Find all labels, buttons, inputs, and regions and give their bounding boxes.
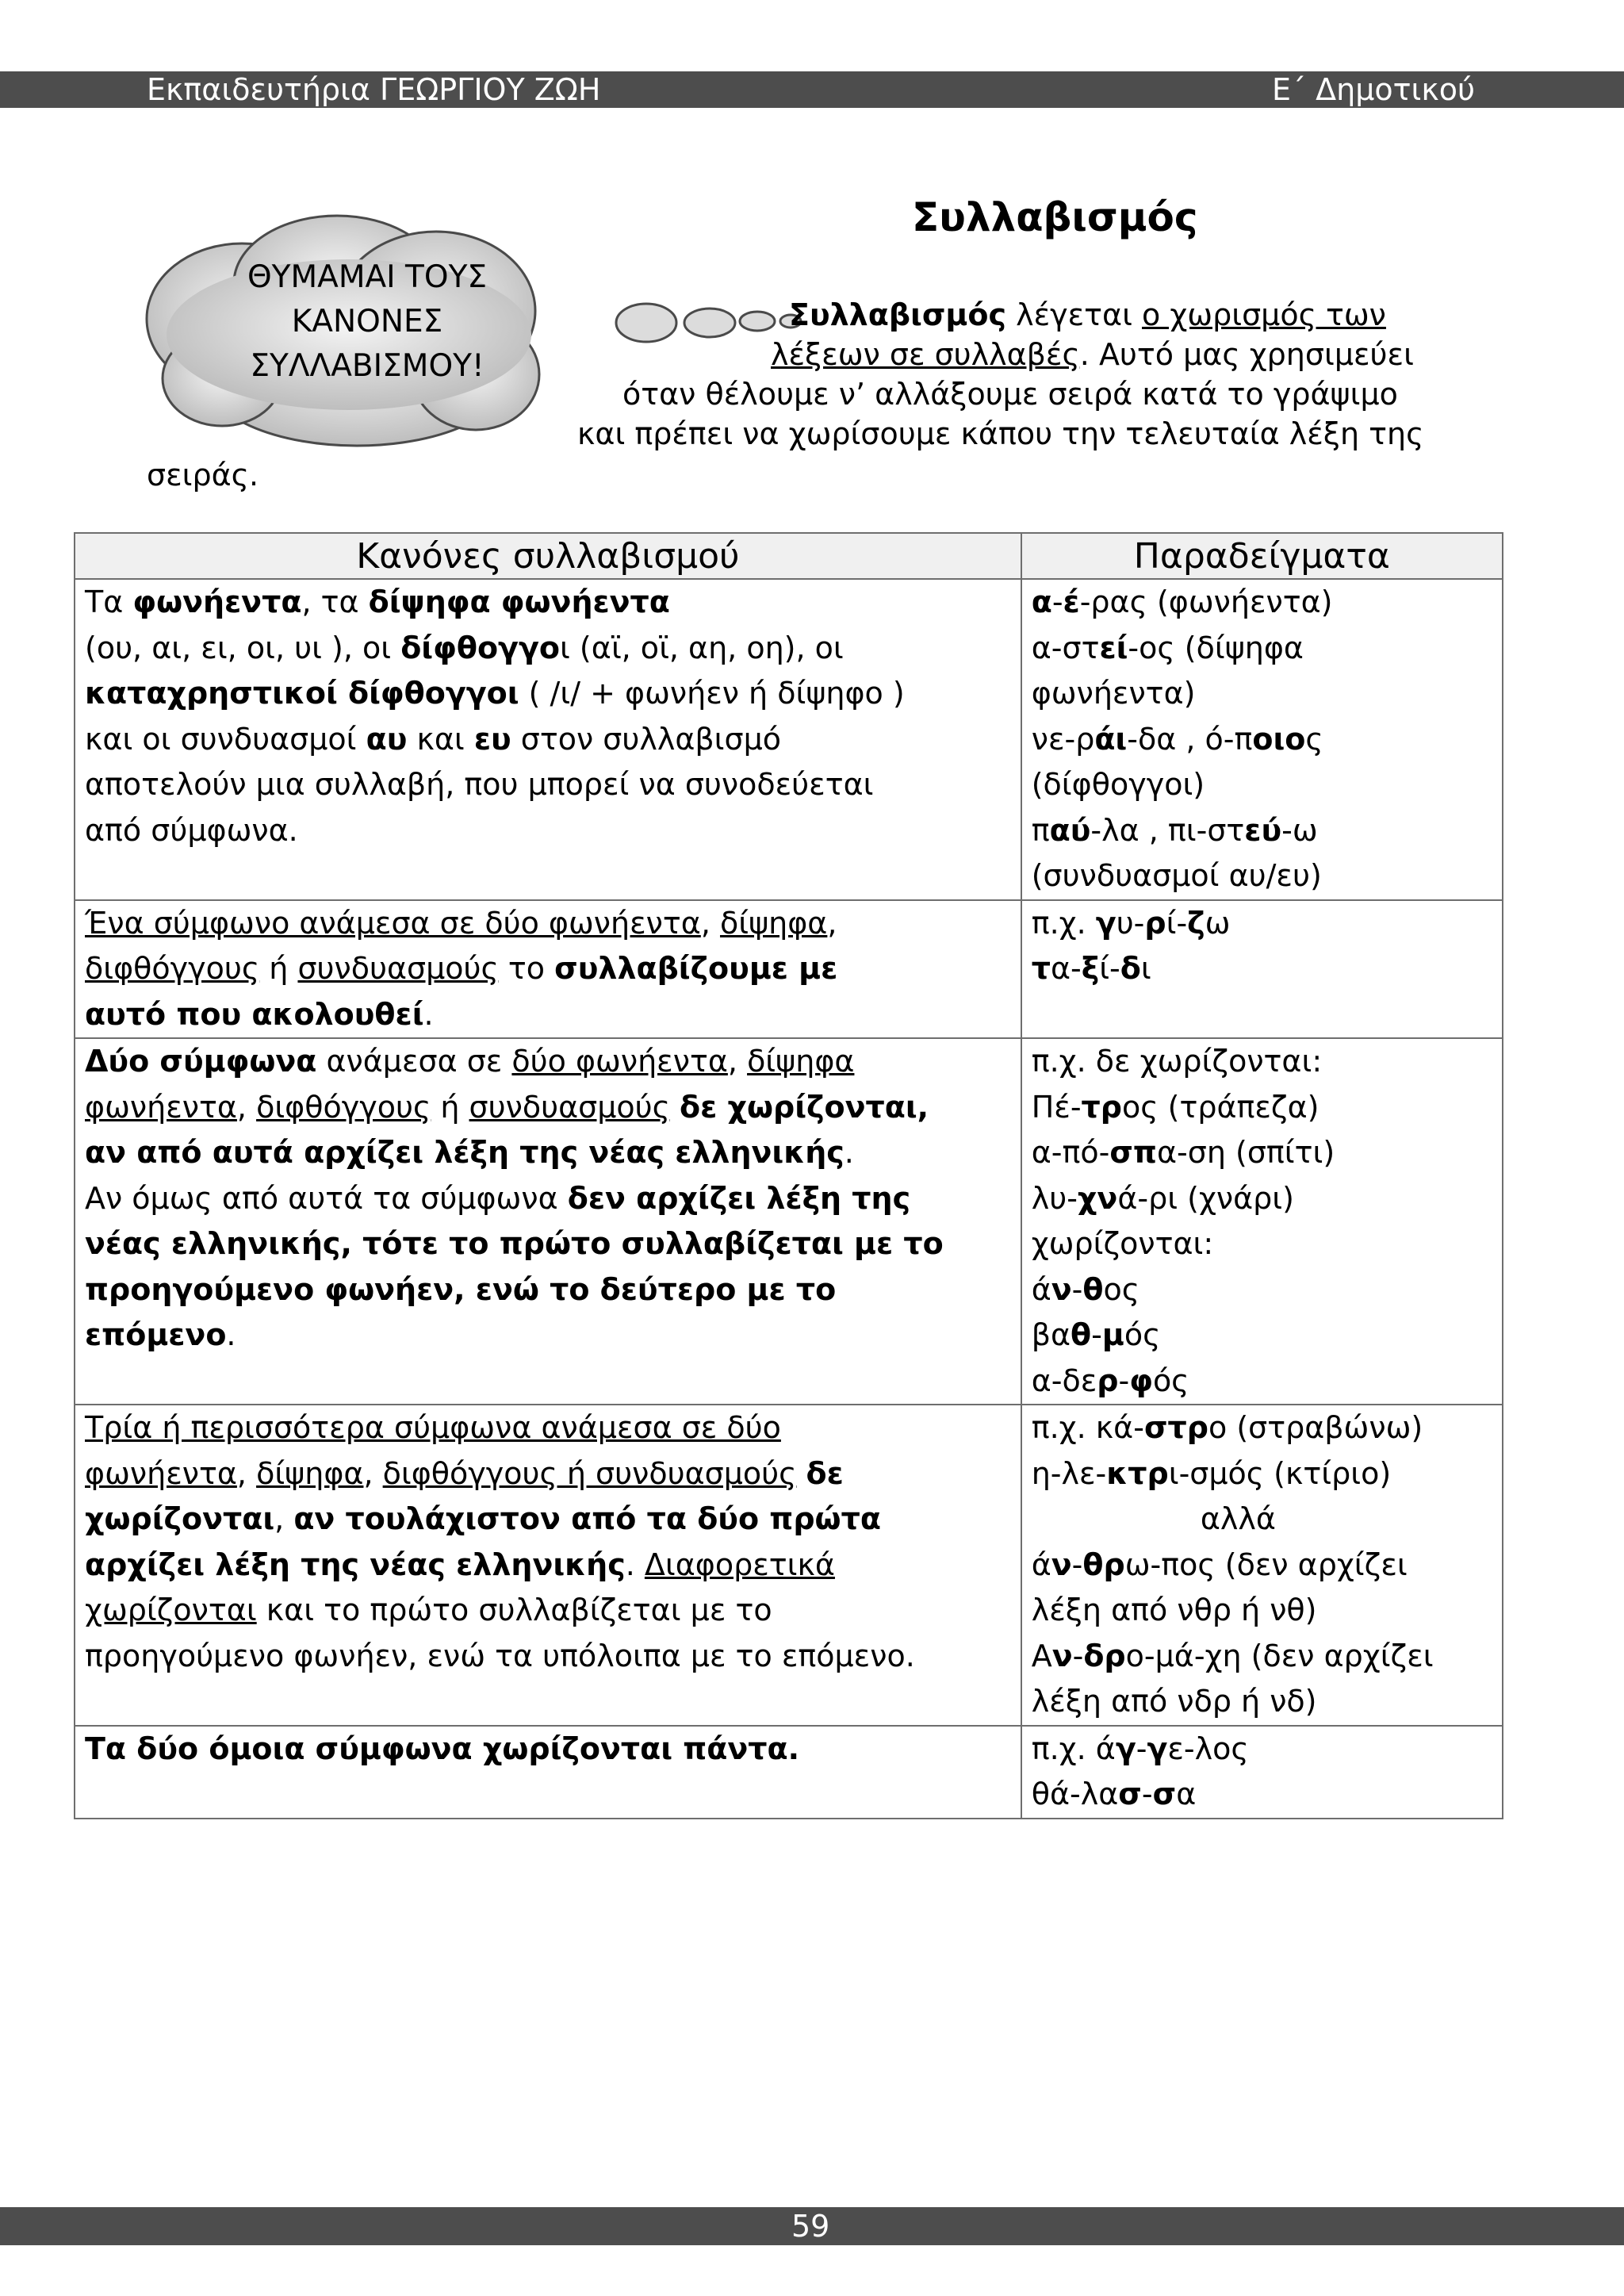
rule-line — [85, 901, 1011, 947]
rule-text: , — [236, 1455, 257, 1491]
example-text: - — [1051, 585, 1063, 619]
rule-text: αυ — [366, 721, 408, 757]
table-header-row — [75, 533, 1503, 579]
example-cell — [1021, 900, 1503, 1039]
example-text: γ — [1147, 1731, 1168, 1766]
cloud-text — [205, 255, 530, 389]
example-line — [1032, 626, 1492, 672]
rule-text: αρχίζει λέξη της νέας ελληνικής — [85, 1547, 626, 1582]
example-text: αύ — [1049, 812, 1091, 848]
intro-definition: ο χωρισμός των — [1142, 297, 1386, 332]
example-text: -λα , πι-στ — [1090, 812, 1245, 848]
examples-header: Παραδείγματα — [1021, 533, 1503, 579]
example-text: εύ — [1244, 812, 1282, 848]
example-line — [1032, 1130, 1492, 1176]
example-line — [1032, 808, 1492, 854]
example-text: ζ — [1187, 905, 1205, 941]
rule-text: το — [498, 951, 555, 986]
rule-text: ι (αϊ, οϊ, αη, οη), οι — [559, 630, 844, 665]
example-text: ός — [1152, 1363, 1189, 1398]
intro-line-4: και πρέπει να χωρίσουμε κάπου την τελευταία λέξη της — [577, 416, 1424, 451]
example-line — [1032, 1679, 1492, 1725]
rule-text: Τα δύο όμοια σύμφωνα χωρίζονται πάντα. — [85, 1731, 800, 1766]
example-text: φ — [1129, 1363, 1153, 1398]
example-line — [1032, 717, 1492, 763]
intro-line-1 — [789, 295, 1386, 335]
intro-definition: λέξεων σε συλλαβές — [771, 337, 1080, 372]
example-line — [1032, 580, 1492, 626]
example-text: θ — [1082, 1271, 1104, 1307]
example-line — [1032, 1405, 1492, 1451]
example-text: ς — [1305, 721, 1323, 757]
rule-line — [85, 992, 1011, 1038]
example-text: εί — [1099, 630, 1128, 665]
rule-text: . — [844, 1135, 854, 1170]
syllabification-table — [74, 532, 1503, 1819]
rule-text: προηγούμενο φωνήεν, ενώ το δεύτερο με το — [85, 1271, 837, 1307]
rule-line — [85, 1130, 1011, 1176]
rule-line — [85, 1543, 1011, 1589]
intro-term: Συλλαβισμός — [789, 297, 1007, 332]
example-text: α- — [1050, 951, 1082, 986]
rule-cell — [75, 579, 1021, 900]
rule-text: δεν αρχίζει λέξη της — [567, 1180, 911, 1216]
example-text: ί- — [1099, 951, 1120, 986]
header-bar — [0, 71, 1624, 108]
rule-text: δε — [806, 1455, 844, 1491]
rule-text: δίψηφα — [256, 1455, 364, 1491]
example-text: οιο — [1252, 721, 1306, 757]
rule-text: Αν όμως από αυτά τα σύμφωνα — [85, 1180, 568, 1216]
example-text: - — [1071, 1547, 1083, 1582]
example-text: ο-μά-χη (δεν αρχίζει — [1125, 1638, 1434, 1673]
rule-line — [85, 717, 1011, 763]
example-text: ω-πος (δεν αρχίζει — [1124, 1547, 1408, 1582]
example-line — [1032, 762, 1492, 808]
example-line — [1032, 1039, 1492, 1085]
rule-line — [85, 1727, 1011, 1773]
example-text: ο (στραβώνω) — [1208, 1410, 1423, 1445]
example-text: ος — [1103, 1271, 1140, 1307]
rule-text: συνδυασμούς — [297, 951, 499, 986]
intro-text: λέγεται — [1006, 297, 1143, 332]
example-text: α-δε — [1031, 1363, 1097, 1398]
example-text: ν — [1051, 1547, 1072, 1582]
example-line — [1032, 1543, 1492, 1589]
example-text: κτρ — [1106, 1455, 1169, 1491]
table-row — [75, 579, 1503, 900]
rule-text: , — [727, 1044, 748, 1079]
example-text: ν — [1051, 1271, 1072, 1307]
example-text: -ω — [1281, 812, 1318, 848]
rule-text: διφθόγγους ή συνδυασμούς — [382, 1455, 797, 1491]
rule-line — [85, 580, 1011, 626]
rule-text: φωνήεντα — [85, 1455, 237, 1491]
example-text: τρ — [1081, 1089, 1122, 1125]
example-text: - — [1118, 1363, 1130, 1398]
example-line — [1032, 1451, 1492, 1497]
example-text: άι — [1094, 721, 1128, 757]
example-text: Πέ- — [1031, 1089, 1082, 1125]
rule-line — [85, 946, 1011, 992]
rule-text: και το πρώτο συλλαβίζεται με το — [256, 1593, 772, 1627]
example-text: χν — [1077, 1180, 1118, 1216]
rule-text: αποτελούν μια συλλαβή, που μπορεί να συνοδεύεται — [85, 767, 874, 802]
example-text: ξ — [1081, 951, 1100, 986]
rule-text: . — [423, 996, 434, 1032]
rule-text: αν τουλάχιστον από τα δύο πρώτα — [293, 1501, 881, 1536]
cloud-line: ΘΥΜΑΜΑΙ ΤΟΥΣ — [247, 259, 488, 295]
rule-text — [796, 1456, 806, 1491]
example-text: νε-ρ — [1031, 721, 1095, 757]
rule-text: δίψηφα — [719, 905, 828, 941]
rule-line — [85, 1405, 1011, 1451]
example-text: χωρίζονται: — [1031, 1226, 1214, 1261]
example-line — [1032, 671, 1492, 717]
rule-text: φωνήεντα — [85, 1089, 237, 1125]
example-text: - — [1072, 1638, 1084, 1673]
example-text: σπ — [1109, 1135, 1157, 1170]
rule-cell — [75, 900, 1021, 1039]
intro-line-3: όταν θέλουμε ν’ αλλάξουμε σειρά κατά το γράψιμο — [622, 377, 1398, 412]
rule-line — [85, 1085, 1011, 1131]
rule-cell — [75, 1726, 1021, 1819]
example-text: π — [1031, 812, 1050, 848]
example-text: σ — [1152, 1777, 1177, 1811]
rule-text: Ένα σύμφωνο ανάμεσα σε δύο φωνήεντα — [85, 905, 701, 941]
grade-label: Ε΄ Δημοτικού — [1272, 72, 1475, 107]
example-text: ός — [1124, 1317, 1161, 1352]
page-number: 59 — [791, 2209, 830, 2244]
rule-text — [670, 1090, 680, 1125]
example-text: ί- — [1166, 905, 1188, 941]
rule-text: δίψηφα — [747, 1044, 855, 1079]
table-row — [75, 1405, 1503, 1726]
example-text: α-ση (σπίτι) — [1156, 1135, 1335, 1170]
rule-text: , — [236, 1089, 257, 1125]
example-line — [1032, 1085, 1492, 1131]
example-text: (δίφθογγοι) — [1031, 767, 1205, 802]
cloud-line: ΣΥΛΛΑΒΙΣΜΟΥ! — [250, 348, 485, 384]
example-line — [1032, 901, 1492, 947]
rule-text: Διαφορετικά — [644, 1547, 835, 1582]
example-text: υ- — [1116, 905, 1145, 941]
rule-line — [85, 808, 1011, 854]
rule-text: , — [363, 1455, 383, 1491]
example-text: ά — [1031, 1271, 1051, 1307]
example-line — [1032, 1588, 1492, 1634]
page-title: Συλλαβισμός — [912, 194, 1198, 240]
school-name: Εκπαιδευτήρια ΓΕΩΡΓΙΟΥ ΖΩΗ — [147, 72, 601, 107]
example-text: α-στ — [1031, 630, 1100, 665]
rules-header: Κανόνες συλλαβισμού — [75, 533, 1021, 579]
rule-text: ανάμεσα σε — [316, 1044, 512, 1079]
rule-line — [85, 1176, 1011, 1222]
example-text: γ — [1095, 905, 1116, 941]
rule-text: , — [700, 905, 720, 941]
example-text: έ — [1063, 585, 1080, 619]
rule-line — [85, 762, 1011, 808]
example-text: η-λε- — [1031, 1455, 1107, 1491]
intro-line-2 — [771, 335, 1414, 374]
example-text: - — [1071, 1271, 1083, 1307]
rule-text: δε χωρίζονται, — [680, 1089, 929, 1125]
example-text: τ — [1031, 951, 1051, 986]
example-text: λυ- — [1031, 1180, 1078, 1216]
rule-text: και οι συνδυασμοί — [85, 721, 366, 757]
example-text: ε-λος — [1167, 1731, 1249, 1766]
rule-text: Τρία ή περισσότερα σύμφωνα ανάμεσα σε δύο — [85, 1410, 781, 1445]
rule-text: καταχρηστικοί δίφθογγοι — [85, 676, 519, 711]
example-text: -δα , ό-π — [1127, 721, 1253, 757]
rule-text: δίφθογγο — [400, 630, 560, 665]
example-text: ρ — [1097, 1363, 1119, 1398]
example-text: δ — [1120, 951, 1141, 986]
example-text: ά — [1031, 1547, 1051, 1582]
rule-cell — [75, 1405, 1021, 1726]
rule-text: Δύο σύμφωνα — [85, 1044, 317, 1079]
example-line — [1032, 1313, 1492, 1359]
rule-text: χωρίζονται — [85, 1593, 257, 1627]
example-text: φωνήεντα) — [1031, 676, 1196, 711]
example-text: ι — [1140, 951, 1151, 986]
example-line — [1032, 1359, 1492, 1405]
rule-text: , τα — [301, 585, 369, 619]
example-text: ρ — [1144, 905, 1166, 941]
example-text: π.χ. ά — [1031, 1731, 1116, 1766]
example-text: α — [1031, 585, 1052, 619]
rule-text: , — [827, 905, 837, 941]
rule-text: ή — [431, 1089, 469, 1125]
example-text: -ος (δίψηφα — [1128, 630, 1304, 665]
example-text: - — [1091, 1317, 1102, 1352]
rule-text: δύο φωνήεντα — [511, 1044, 728, 1079]
example-line — [1032, 1221, 1492, 1267]
example-line — [1032, 1772, 1492, 1818]
rule-text: συνδυασμούς — [469, 1089, 670, 1125]
example-cell — [1021, 1038, 1503, 1405]
rule-text: από σύμφωνα. — [85, 812, 298, 848]
footer-bar — [0, 2207, 1624, 2245]
example-text: Α — [1031, 1638, 1052, 1673]
rule-line — [85, 1451, 1011, 1497]
rule-text: (ου, αι, ει, οι, υι ), οι — [85, 630, 401, 665]
example-text: - — [1136, 1731, 1147, 1766]
rule-text: και — [407, 721, 474, 757]
rule-text: ( /ι/ + φωνήεν ή δίψηφο ) — [519, 676, 905, 711]
rule-text: χωρίζονται — [85, 1501, 275, 1536]
example-text: λέξη από νθρ ή νθ) — [1031, 1593, 1317, 1627]
rule-text: αν από αυτά αρχίζει λέξη της νέας ελληνικής — [85, 1135, 845, 1170]
example-cell — [1021, 1726, 1503, 1819]
example-line — [1032, 1727, 1492, 1773]
intro-line-5: σειράς. — [147, 458, 259, 493]
example-cell — [1021, 1405, 1503, 1726]
example-line — [1032, 1634, 1492, 1680]
rule-text: , — [274, 1501, 294, 1536]
example-text: μ — [1101, 1317, 1124, 1352]
example-text: - — [1141, 1777, 1153, 1811]
example-text: ά-ρι (χνάρι) — [1117, 1180, 1294, 1216]
example-text: α — [1176, 1777, 1197, 1811]
example-text: γ — [1115, 1731, 1136, 1766]
rule-cell — [75, 1038, 1021, 1405]
cloud-line: ΚΑΝΟΝΕΣ — [291, 304, 443, 339]
example-line — [1032, 1267, 1492, 1313]
rule-text: νέας ελληνικής, τότε το πρώτο συλλαβίζεται με το — [85, 1226, 944, 1261]
rule-text: Τα — [85, 585, 133, 619]
example-text: δρ — [1083, 1638, 1126, 1673]
rule-text: στον συλλαβισμό — [511, 721, 781, 757]
example-text: α-πό- — [1031, 1135, 1110, 1170]
rule-line — [85, 1267, 1011, 1313]
intro-text: . Αυτό μας χρησιμεύει — [1079, 337, 1414, 372]
example-text: (συνδυασμοί αυ/ευ) — [1031, 858, 1322, 893]
example-text: ω — [1205, 905, 1231, 941]
rule-text: φωνήεντα — [132, 585, 302, 619]
example-text: βα — [1031, 1317, 1071, 1352]
rule-line — [85, 626, 1011, 672]
example-line — [1032, 946, 1492, 992]
example-text: π.χ. δε χωρίζονται: — [1031, 1044, 1323, 1079]
rule-text: διφθόγγους — [256, 1089, 431, 1125]
rule-text: επόμενο — [85, 1317, 227, 1352]
example-text: θά-λα — [1031, 1777, 1119, 1811]
table-row — [75, 1726, 1503, 1819]
example-text: θ — [1071, 1317, 1092, 1352]
example-text: ι-σμός (κτίριο) — [1168, 1455, 1392, 1491]
rule-line — [85, 1634, 1011, 1680]
example-text: ν — [1051, 1638, 1073, 1673]
rule-line — [85, 1497, 1011, 1543]
example-line — [1032, 853, 1492, 899]
example-text: στρ — [1143, 1410, 1208, 1445]
example-line — [1032, 1497, 1492, 1543]
example-line — [1032, 1176, 1492, 1222]
example-text: π.χ. κά- — [1031, 1410, 1144, 1445]
rule-line — [85, 1221, 1011, 1267]
rule-line — [85, 1588, 1011, 1634]
example-text: θρ — [1082, 1547, 1125, 1582]
example-text: π.χ. — [1031, 905, 1096, 941]
rule-text: ευ — [473, 721, 511, 757]
rule-text: προηγούμενο φωνήεν, ενώ τα υπόλοιπα με το επόμενο. — [85, 1638, 915, 1673]
rule-text: ή — [259, 951, 298, 986]
rule-text: . — [625, 1547, 645, 1582]
example-text: αλλά — [1200, 1501, 1276, 1536]
rule-line — [85, 1039, 1011, 1085]
rule-text: . — [226, 1317, 236, 1352]
rule-line — [85, 671, 1011, 717]
rule-text: αυτό που ακολουθεί — [85, 996, 424, 1032]
example-text: -ρας (φωνήεντα) — [1079, 585, 1333, 619]
rule-line — [85, 1313, 1011, 1359]
table-row — [75, 900, 1503, 1039]
rule-text: διφθόγγους — [85, 951, 260, 986]
example-text: ος (τράπεζα) — [1122, 1089, 1320, 1125]
example-cell — [1021, 579, 1503, 900]
example-text: λέξη από νδρ ή νδ) — [1031, 1684, 1317, 1719]
example-text: σ — [1118, 1777, 1142, 1811]
rule-text: συλλαβίζουμε με — [554, 951, 838, 986]
table-row — [75, 1038, 1503, 1405]
rule-text: δίψηφα φωνήεντα — [368, 585, 670, 619]
